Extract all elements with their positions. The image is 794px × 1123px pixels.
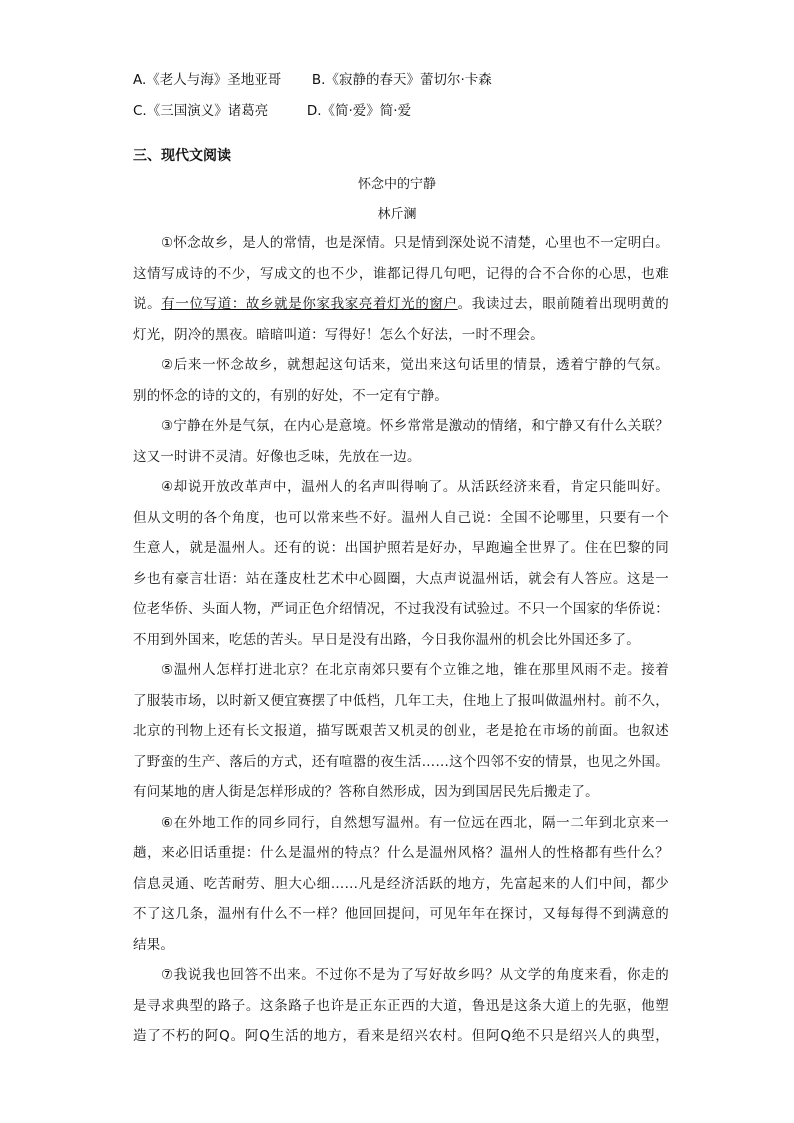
paragraph-3-line: 这又一时讲不灵清。好像也乏味，先放在一边。 (133, 448, 421, 465)
section-title: 三、现代文阅读 (133, 148, 231, 164)
paragraph-1-line (133, 289, 669, 320)
article-author: 林斤澜 (377, 207, 417, 222)
option-b: B.《寂静的春天》蕾切尔·卡森 (311, 72, 492, 88)
paragraph-6-line: 结果。 (133, 936, 175, 953)
paragraph-1-line: 灯光，阴冷的黑夜。暗暗叫道：写得好！怎么个好法，一时不理会。 (133, 326, 544, 343)
option-c: C.《三国演义》诸葛亮 (133, 103, 269, 119)
paragraph-1-line: 这情写成诗的不少，写成文的也不少，谁都记得几句吧，记得的合不合你的心思，也难 (133, 265, 669, 282)
paragraph-5-line: 有问某地的唐人街是怎样形成的？答称自然形成，因为到国居民先后搬走了。 (133, 784, 599, 800)
paragraph-6-line: 不了这几条，温州有什么不一样？他回回提问，可见年年在探讨，又每每得不到满意的 (133, 906, 669, 922)
article-body (133, 228, 669, 1052)
paragraph-7-line: 造了不朽的阿Q。阿Q生活的地方，看来是绍兴农村。但阿Q绝不只是绍兴人的典型， (133, 1028, 669, 1044)
paragraph-5-line: 了服装市场，以时新又便宜赛摆了中低档，几年工夫，住地上了报叫做温州村。前不久， (133, 692, 669, 709)
option-line-2 (133, 99, 411, 119)
paragraph-6-line: ⑥在外地工作的同乡同行，自然想写温州。有一位远在西北，隔一二年到北京来一 (161, 814, 669, 831)
option-line-1 (133, 68, 492, 88)
paragraph-5-line: ⑤温州人怎样打进北京？在北京南郊只要有个立锥之地，锥在那里风雨不走。接着 (161, 662, 669, 678)
paragraph-4-line: 位老华侨、头面人物，严词正色介绍情况，不过我没有试验过。不只一个国家的华侨说： (133, 601, 669, 617)
text-segment: 说。 (133, 296, 162, 312)
paragraph-4-line: 乡也有豪言壮语：站在蓬皮杜艺术中心圆圈，大点声说温州话，就会有人答应。这是一 (133, 570, 669, 587)
paragraph-2-line: ②后来一怀念故乡，就想起这句话来，觉出来这句话里的情景，透着宁静的气氛。 (161, 357, 669, 373)
paragraph-2-line: 别的怀念的诗的文的，有别的好处，不一定有宁静。 (133, 387, 449, 404)
paragraph-6-line: 信息灵通、吃苦耐劳、胆大心细……凡是经济活跃的地方，先富起来的人们中间，都少 (133, 875, 669, 892)
paragraph-4-line: ④却说开放改革声中，温州人的名声叫得响了。从活跃经济来看，肯定只能叫好。 (161, 479, 669, 495)
paragraph-6-line: 趟，来必旧话重提：什么是温州的特点？什么是温州风格？温州人的性格都有些什么？ (133, 845, 669, 861)
paragraph-4-line: 不用到外国来，吃恁的苦头。早日是没有出路，今日我你温州的机会比外国还多了。 (133, 631, 640, 648)
paragraph-4-line: 生意人，就是温州人。还有的说：出国护照若是好办，早跑遍全世界了。住在巴黎的同 (133, 540, 669, 556)
article-title: 怀念中的宁静 (357, 177, 436, 192)
paragraph-1-line: ①怀念故乡，是人的常情，也是深情。只是情到深处说不清楚，心里也不一定明白。 (161, 235, 669, 251)
paragraph-5-line: 了野蛮的生产、落后的方式，还有喧嚣的夜生活……这个四邻不安的情景，也见之外国。 (133, 753, 669, 770)
underlined-quote: 有一位写道：故乡就是你家我家亮着灯光的窗户 (161, 296, 458, 312)
text-segment: 。我读过去，眼前随着出现明黄的 (457, 296, 669, 312)
option-a: A.《老人与海》圣地亚哥 (133, 72, 282, 88)
paragraph-3-line: ③宁静在外是气氛，在内心是意境。怀乡常常是激动的情绪，和宁静又有什么关联？ (161, 418, 669, 434)
option-d: D.《简·爱》简·爱 (306, 103, 412, 119)
paragraph-7-line: 是寻求典型的路子。这条路子也许是正东正西的大道，鲁迅是这条大道上的先驱，他塑 (133, 997, 669, 1014)
paragraph-4-line: 但从文明的各个角度，也可以常来些不好。温州人自己说：全国不论哪里，只要有一个 (133, 509, 669, 526)
paragraph-7-line: ⑦我说我也回答不出来。不过你不是为了写好故乡吗？从文学的角度来看，你走的 (161, 967, 669, 983)
paragraph-5-line: 北京的刊物上还有长文报道，描写既艰苦又机灵的创业，老是抢在市场的前面。也叙述 (133, 723, 669, 739)
